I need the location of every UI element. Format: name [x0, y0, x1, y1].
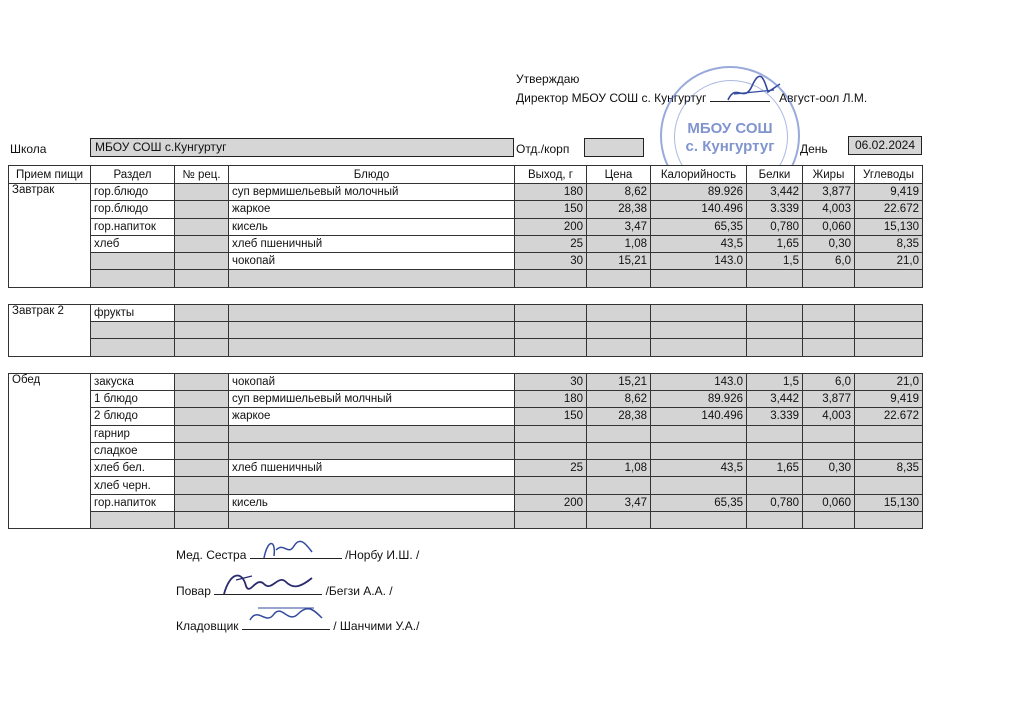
table-row: [9, 235, 923, 252]
signature-name: /Бегзи А.А. /: [325, 584, 393, 598]
cell-calories: 89.926: [651, 390, 747, 407]
cell-price: [587, 322, 651, 339]
cell-dish: жаркое: [229, 201, 515, 218]
cell-fat: [803, 270, 855, 287]
cell-calories: [651, 270, 747, 287]
separator-cell: [9, 356, 923, 373]
table-row: [9, 477, 923, 494]
cell-carbs: [855, 270, 923, 287]
cell-weight: [515, 270, 587, 287]
cell-dish: хлеб пшеничный: [229, 460, 515, 477]
cell-protein: [747, 304, 803, 321]
cell-price: 3,47: [587, 218, 651, 235]
cell-fat: [803, 512, 855, 529]
cell-section: 1 блюдо: [91, 390, 175, 407]
cell-calories: 43,5: [651, 235, 747, 252]
storekeeper-signature-icon: [244, 600, 328, 630]
cell-section: хлеб бел.: [91, 460, 175, 477]
cell-protein: 1,5: [747, 373, 803, 390]
cell-calories: 143.0: [651, 373, 747, 390]
cell-price: [587, 512, 651, 529]
cell-price: [587, 442, 651, 459]
cell-recipe: [175, 184, 229, 201]
cell-dish: кисель: [229, 218, 515, 235]
cell-dish: [229, 339, 515, 356]
cell-calories: [651, 477, 747, 494]
school-field: МБОУ СОШ с.Кунгуртуг: [90, 138, 514, 157]
table-row: [9, 270, 923, 287]
stamp-line2: с. Кунгуртуг: [685, 138, 775, 155]
table-row: [9, 494, 923, 511]
cell-fat: 3,877: [803, 184, 855, 201]
cell-recipe: [175, 460, 229, 477]
cell-protein: 1,65: [747, 235, 803, 252]
meal-name: Завтрак 2: [9, 304, 91, 356]
cell-section: [91, 339, 175, 356]
cell-price: [587, 304, 651, 321]
cell-fat: 4,003: [803, 201, 855, 218]
table-row: [9, 442, 923, 459]
cell-fat: [803, 339, 855, 356]
table-row: [9, 460, 923, 477]
cell-price: 8,62: [587, 184, 651, 201]
table-row: [9, 253, 923, 270]
cell-carbs: 9,419: [855, 390, 923, 407]
col-header-carbs: Углеводы: [855, 166, 923, 184]
cell-price: [587, 339, 651, 356]
col-header-dish: Блюдо: [229, 166, 515, 184]
cell-weight: [515, 425, 587, 442]
cell-weight: 150: [515, 201, 587, 218]
cell-section: сладкое: [91, 442, 175, 459]
table-row: [9, 201, 923, 218]
cell-fat: 0,30: [803, 235, 855, 252]
cell-fat: 3,877: [803, 390, 855, 407]
cell-dish: [229, 442, 515, 459]
col-header-meal: Прием пищи: [9, 166, 91, 184]
cell-section: гор.блюдо: [91, 201, 175, 218]
cell-protein: 1,5: [747, 253, 803, 270]
cell-protein: [747, 322, 803, 339]
cell-carbs: 8,35: [855, 235, 923, 252]
cell-carbs: 15,130: [855, 494, 923, 511]
meal-separator-row: [9, 356, 923, 373]
cell-weight: [515, 322, 587, 339]
cell-dish: [229, 425, 515, 442]
cell-weight: 200: [515, 218, 587, 235]
cell-carbs: 8,35: [855, 460, 923, 477]
meal-separator-row: [9, 287, 923, 304]
table-row: [9, 373, 923, 390]
cell-carbs: [855, 442, 923, 459]
cell-recipe: [175, 425, 229, 442]
col-header-fat: Жиры: [803, 166, 855, 184]
col-header-section: Раздел: [91, 166, 175, 184]
cell-calories: [651, 304, 747, 321]
meal-name: Обед: [9, 373, 91, 529]
cell-section: хлеб черн.: [91, 477, 175, 494]
cell-protein: 0,780: [747, 494, 803, 511]
cell-section: гор.напиток: [91, 494, 175, 511]
cell-protein: [747, 425, 803, 442]
cell-price: [587, 477, 651, 494]
cell-section: гарнир: [91, 425, 175, 442]
cell-carbs: [855, 322, 923, 339]
cell-calories: 140.496: [651, 201, 747, 218]
approval-director-title: Директор МБОУ СОШ с. Кунгуртуг: [516, 91, 707, 105]
cell-recipe: [175, 322, 229, 339]
cell-weight: [515, 442, 587, 459]
table-row: [9, 322, 923, 339]
cell-recipe: [175, 494, 229, 511]
stamp-line1: МБОУ СОШ: [687, 120, 773, 137]
cell-carbs: 21,0: [855, 253, 923, 270]
dept-label: Отд./корп: [516, 142, 570, 156]
cell-dish: чокопай: [229, 253, 515, 270]
cell-carbs: [855, 425, 923, 442]
cell-dish: [229, 304, 515, 321]
cell-recipe: [175, 253, 229, 270]
cell-carbs: 21,0: [855, 373, 923, 390]
cell-section: гор.блюдо: [91, 184, 175, 201]
cell-calories: [651, 512, 747, 529]
table-row: [9, 304, 923, 321]
col-header-protein: Белки: [747, 166, 803, 184]
cell-fat: [803, 304, 855, 321]
cell-protein: 3.339: [747, 408, 803, 425]
cell-weight: [515, 512, 587, 529]
table-row: [9, 218, 923, 235]
col-header-calories: Калорийность: [651, 166, 747, 184]
cell-recipe: [175, 218, 229, 235]
cell-dish: хлеб пшеничный: [229, 235, 515, 252]
table-header-row: [9, 166, 923, 184]
cell-section: [91, 270, 175, 287]
cell-dish: жаркое: [229, 408, 515, 425]
cell-calories: [651, 442, 747, 459]
cell-section: 2 блюдо: [91, 408, 175, 425]
cell-fat: 4,003: [803, 408, 855, 425]
cell-price: [587, 425, 651, 442]
cell-protein: [747, 339, 803, 356]
cell-section: фрукты: [91, 304, 175, 321]
cell-protein: [747, 442, 803, 459]
signature-name: / Шанчими У.А./: [333, 619, 420, 633]
cell-carbs: [855, 477, 923, 494]
cell-recipe: [175, 408, 229, 425]
dept-field: [584, 138, 644, 157]
cell-section: [91, 253, 175, 270]
approval-title: Утверждаю: [516, 72, 580, 86]
cell-weight: 180: [515, 184, 587, 201]
cell-weight: 180: [515, 390, 587, 407]
cell-calories: 65,35: [651, 218, 747, 235]
cell-protein: 1,65: [747, 460, 803, 477]
cell-fat: [803, 477, 855, 494]
cell-fat: [803, 322, 855, 339]
cell-calories: [651, 425, 747, 442]
cell-recipe: [175, 477, 229, 494]
cell-dish: [229, 322, 515, 339]
cell-section: хлеб: [91, 235, 175, 252]
col-header-recipe: № рец.: [175, 166, 229, 184]
cell-calories: 43,5: [651, 460, 747, 477]
col-header-price: Цена: [587, 166, 651, 184]
cell-dish: суп вермишельевый молчный: [229, 390, 515, 407]
cell-recipe: [175, 373, 229, 390]
cell-dish: кисель: [229, 494, 515, 511]
cell-carbs: [855, 512, 923, 529]
cell-weight: [515, 477, 587, 494]
cell-fat: [803, 425, 855, 442]
cell-fat: [803, 442, 855, 459]
cell-price: 1,08: [587, 235, 651, 252]
day-field: 06.02.2024: [848, 136, 922, 155]
cell-weight: 30: [515, 253, 587, 270]
table-row: [9, 339, 923, 356]
cell-price: 15,21: [587, 373, 651, 390]
cell-dish: чокопай: [229, 373, 515, 390]
cell-protein: 0,780: [747, 218, 803, 235]
approval-director-name: Август-оол Л.М.: [779, 91, 868, 105]
cell-carbs: 15,130: [855, 218, 923, 235]
cell-carbs: [855, 339, 923, 356]
cell-price: 28,38: [587, 201, 651, 218]
col-header-weight: Выход, г: [515, 166, 587, 184]
cell-recipe: [175, 442, 229, 459]
cell-recipe: [175, 201, 229, 218]
cell-fat: 0,060: [803, 494, 855, 511]
cell-price: [587, 270, 651, 287]
cell-weight: 25: [515, 235, 587, 252]
cell-protein: 3,442: [747, 184, 803, 201]
cell-fat: 6,0: [803, 253, 855, 270]
table-row: [9, 425, 923, 442]
cell-fat: 6,0: [803, 373, 855, 390]
cell-price: 3,47: [587, 494, 651, 511]
cell-dish: суп вермишельевый молочный: [229, 184, 515, 201]
cell-recipe: [175, 235, 229, 252]
cell-calories: 89.926: [651, 184, 747, 201]
cell-recipe: [175, 339, 229, 356]
cell-recipe: [175, 512, 229, 529]
cell-weight: 200: [515, 494, 587, 511]
cook-signature-icon: [216, 566, 320, 600]
table-row: [9, 512, 923, 529]
cell-price: 1,08: [587, 460, 651, 477]
menu-table: [8, 165, 923, 529]
cell-price: 28,38: [587, 408, 651, 425]
cell-recipe: [175, 304, 229, 321]
cell-section: [91, 512, 175, 529]
nurse-signature-icon: [258, 534, 318, 564]
table-row: [9, 184, 923, 201]
cell-price: 15,21: [587, 253, 651, 270]
cell-protein: 3,442: [747, 390, 803, 407]
cell-carbs: 22.672: [855, 201, 923, 218]
meal-name: Завтрак: [9, 184, 91, 288]
cell-carbs: 22.672: [855, 408, 923, 425]
cell-protein: [747, 270, 803, 287]
cell-section: гор.напиток: [91, 218, 175, 235]
cell-weight: 150: [515, 408, 587, 425]
cell-calories: 143.0: [651, 253, 747, 270]
cell-protein: [747, 477, 803, 494]
school-label: Школа: [10, 142, 47, 156]
cell-carbs: 9,419: [855, 184, 923, 201]
cell-fat: 0,060: [803, 218, 855, 235]
cell-dish: [229, 270, 515, 287]
signature-name: /Норбу И.Ш. /: [345, 548, 420, 562]
cell-weight: 30: [515, 373, 587, 390]
cell-protein: 3.339: [747, 201, 803, 218]
menu-table-body: [9, 184, 923, 529]
cell-dish: [229, 512, 515, 529]
separator-cell: [9, 287, 923, 304]
cell-price: 8,62: [587, 390, 651, 407]
cell-weight: 25: [515, 460, 587, 477]
cell-protein: [747, 512, 803, 529]
cell-recipe: [175, 270, 229, 287]
day-label: День: [800, 142, 828, 156]
signature-role: Кладовщик: [176, 619, 239, 633]
cell-calories: 140.496: [651, 408, 747, 425]
cell-weight: [515, 304, 587, 321]
cell-carbs: [855, 304, 923, 321]
cell-calories: [651, 339, 747, 356]
cell-section: закуска: [91, 373, 175, 390]
cell-calories: 65,35: [651, 494, 747, 511]
signature-role: Мед. Сестра: [176, 548, 247, 562]
cell-fat: 0,30: [803, 460, 855, 477]
cell-dish: [229, 477, 515, 494]
cell-weight: [515, 339, 587, 356]
table-row: [9, 408, 923, 425]
cell-calories: [651, 322, 747, 339]
cell-section: [91, 322, 175, 339]
cell-recipe: [175, 390, 229, 407]
signature-role: Повар: [176, 584, 211, 598]
table-row: [9, 390, 923, 407]
